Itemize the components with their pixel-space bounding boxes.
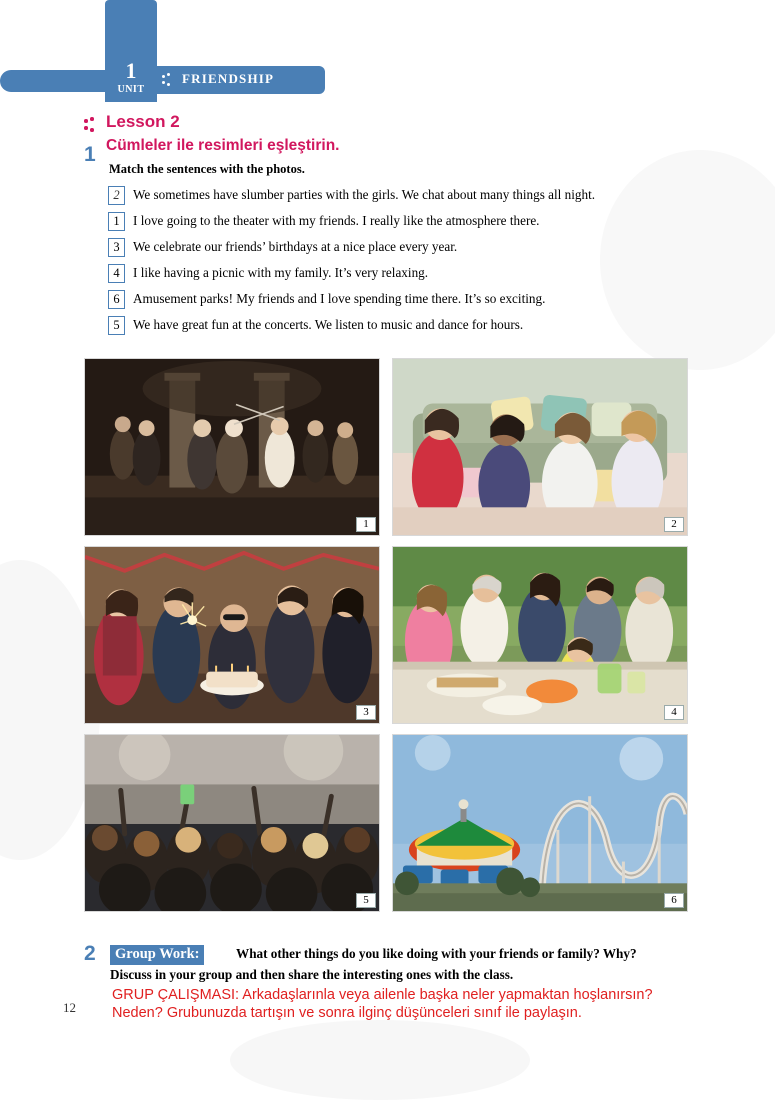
photo-picnic[interactable] [392,546,688,724]
dots-icon [84,117,97,131]
photo-birthday[interactable] [84,546,380,724]
photo-amusement-park[interactable] [392,734,688,912]
photo-concert[interactable] [84,734,380,912]
answer-box[interactable]: 4 [108,264,125,283]
photo-slumber-party[interactable] [392,358,688,536]
photo-label: 6 [664,893,684,908]
answer-box[interactable]: 3 [108,238,125,257]
photo-label: 2 [664,517,684,532]
sentence-text: Amusement parks! My friends and I love spending time there. It’s so exciting. [133,291,546,306]
dots-icon [162,73,174,87]
exercise-2-turkish-line1: GRUP ÇALIŞMASI: Arkadaşlarınla veya ailenle başka neler yapmaktan hoşlanırsın? [112,987,653,1003]
photo-label: 3 [356,705,376,720]
sentence-list [108,182,708,338]
sentence-text: I love going to the theater with my friends. I really like the atmosphere there. [133,213,540,228]
lesson-heading [84,112,684,136]
exercise-2-turkish-line2: Neden? Grubunuzda tartışın ve sonra ilginç düşünceleri sınıf ile paylaşın. [112,1005,582,1021]
unit-banner [150,66,325,94]
photo-grid [84,358,691,922]
background-decoration [230,1020,530,1100]
exercise-1-number: 1 [84,143,96,166]
photo-label: 5 [356,893,376,908]
sentence-text: We celebrate our friends’ birthdays at a nice place every year. [133,239,458,254]
photo-theater[interactable] [84,358,380,536]
photo-row [84,358,691,536]
photo-row [84,546,691,724]
answer-box[interactable]: 5 [108,316,125,335]
unit-tab [105,0,157,102]
sentence-text: I like having a picnic with my family. It’s very relaxing. [133,265,429,280]
sentence-text: We have great fun at the concerts. We listen to music and dance for hours. [133,317,524,332]
photo-label: 1 [356,517,376,532]
photo-row [84,734,691,912]
page-number: 12 [63,1000,76,1015]
group-work-badge: Group Work: [110,945,204,965]
list-item [108,234,708,260]
unit-banner-title: FRIENDSHIP [182,71,275,86]
answer-box[interactable]: 1 [108,212,125,231]
turkish-heading: Cümleler ile resimleri eşleştirin. [106,137,340,154]
answer-box[interactable]: 2 [108,186,125,205]
exercise-2-question-line1: What other things do you like doing with your friends or family? Why? [236,946,637,961]
list-item [108,312,708,338]
unit-label: UNIT [117,84,145,95]
list-item [108,260,708,286]
unit-header [0,60,340,100]
answer-box[interactable]: 6 [108,290,125,309]
exercise-2-number: 2 [84,942,96,965]
list-item [108,286,708,312]
unit-number: 1 [125,58,137,83]
exercise-1-instruction: Match the sentences with the photos. [109,162,305,176]
photo-label: 4 [664,705,684,720]
list-item [108,208,708,234]
exercise-2-question-line2: Discuss in your group and then share the interesting ones with the class. [110,967,514,982]
list-item [108,182,708,208]
lesson-title: Lesson 2 [106,112,180,131]
sentence-text: We sometimes have slumber parties with the girls. We chat about many things all night. [133,187,596,202]
